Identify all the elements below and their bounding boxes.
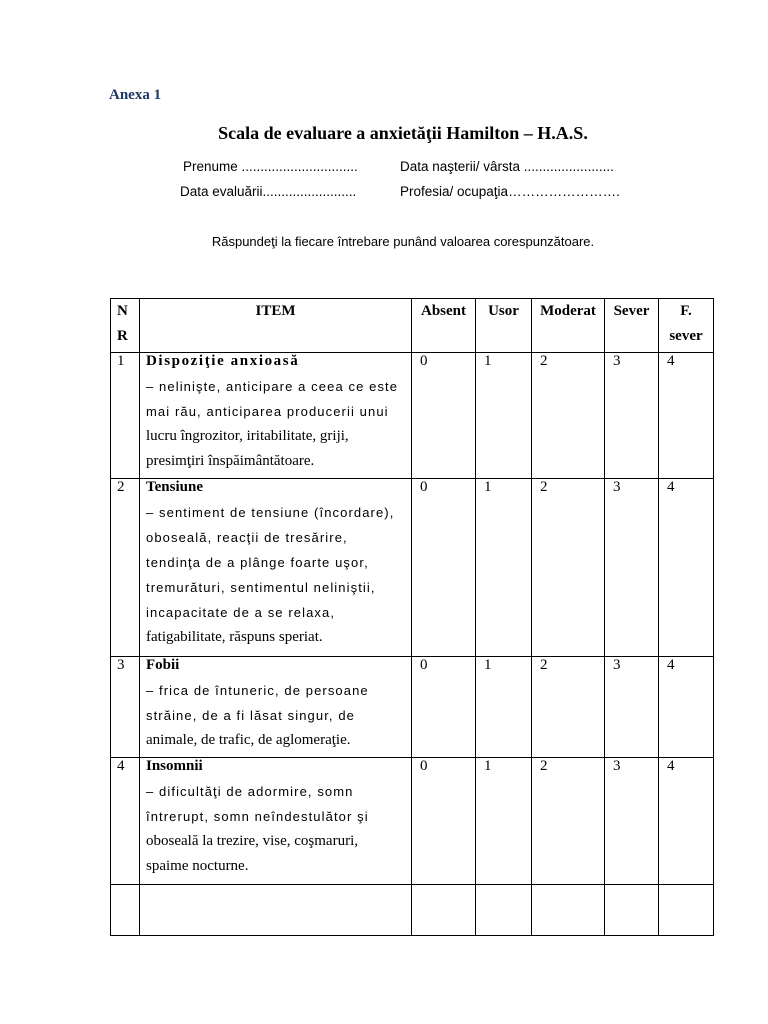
score-usor-cell (476, 353, 532, 479)
score-f-sever-cell (659, 479, 714, 657)
item-description-line: străine, de a fi lăsat singur, de (146, 708, 356, 723)
item-title: Fobii (146, 657, 180, 673)
score-value: 0 (420, 479, 428, 495)
score-value: 1 (484, 479, 492, 495)
empty-cell (111, 885, 140, 936)
item-cell (140, 353, 412, 479)
score-value: 2 (540, 479, 548, 495)
item-description-line: tremurături, sentimentul neliniştii, (146, 580, 376, 595)
item-description-line: – frica de întuneric, de persoane (146, 683, 369, 698)
row-number: 2 (117, 479, 125, 495)
score-value: 3 (613, 353, 621, 369)
header-moderat: Moderat (532, 299, 605, 353)
item-description-line: – dificultăţi de adormire, somn (146, 784, 354, 799)
row-number: 3 (117, 657, 125, 673)
score-value: 2 (540, 758, 548, 774)
score-usor-cell (476, 479, 532, 657)
table-row (111, 353, 714, 479)
score-usor-cell (476, 758, 532, 885)
score-sever-cell (605, 479, 659, 657)
score-value: 1 (484, 758, 492, 774)
score-sever-cell (605, 758, 659, 885)
header-absent: Absent (412, 299, 476, 353)
score-f-sever-cell (659, 657, 714, 758)
score-absent-cell (412, 657, 476, 758)
header-nr-line: R (117, 328, 128, 344)
empty-cell (412, 885, 476, 936)
table-header-row (111, 299, 714, 353)
profession-field: Profesia/ ocupaţia……………………. (400, 184, 620, 199)
score-value: 4 (667, 353, 675, 369)
instructions-text: Răspundeţi la fiecare întrebare punând valoarea corespunzătoare. (211, 234, 595, 249)
score-f-sever-cell (659, 353, 714, 479)
item-description-line: lucru îngrozitor, iritabilitate, griji, (146, 428, 349, 444)
score-f-sever-cell (659, 758, 714, 885)
item-cell (140, 479, 412, 657)
item-description-line: întrerupt, somn neîndestulător şi (146, 809, 369, 824)
header-f-sever-line: F. (680, 303, 692, 319)
header-f-sever (659, 299, 714, 353)
item-cell (140, 657, 412, 758)
row-number: 4 (117, 758, 125, 774)
item-title: Insomnii (146, 758, 203, 774)
table-row (111, 758, 714, 885)
empty-cell (476, 885, 532, 936)
row-number-cell (111, 353, 140, 479)
table-row (111, 657, 714, 758)
item-description-line: fatigabilitate, răspuns speriat. (146, 629, 323, 645)
item-description-line: – sentiment de tensiune (încordare), (146, 505, 395, 520)
item-description-line: presimţiri înspăimântătoare. (146, 453, 315, 469)
empty-cell (659, 885, 714, 936)
score-value: 2 (540, 353, 548, 369)
header-f-sever-line: sever (669, 328, 703, 344)
score-value: 0 (420, 657, 428, 673)
hamilton-scale-table (110, 298, 714, 936)
evaluation-date-field: Data evaluării......................... (180, 184, 357, 199)
empty-table-row (111, 885, 714, 936)
score-moderat-cell (532, 657, 605, 758)
row-number: 1 (117, 353, 125, 369)
empty-cell (532, 885, 605, 936)
item-description-line: tendinţa de a plânge foarte uşor, (146, 555, 369, 570)
header-item: ITEM (140, 299, 412, 353)
item-title: Tensiune (146, 479, 203, 495)
item-description-line: spaime nocturne. (146, 858, 249, 874)
item-description-line: animale, de trafic, de aglomeraţie. (146, 732, 351, 748)
row-number-cell (111, 479, 140, 657)
table-row (111, 479, 714, 657)
empty-cell (140, 885, 412, 936)
item-description-line: incapacitate de a se relaxa, (146, 605, 336, 620)
score-value: 1 (484, 657, 492, 673)
score-value: 0 (420, 353, 428, 369)
score-sever-cell (605, 657, 659, 758)
score-moderat-cell (532, 479, 605, 657)
score-absent-cell (412, 758, 476, 885)
item-cell (140, 758, 412, 885)
first-name-field: Prenume ............................... (183, 159, 358, 174)
item-description-line: – nelinişte, anticipare a ceea ce este (146, 379, 399, 394)
score-moderat-cell (532, 353, 605, 479)
score-value: 1 (484, 353, 492, 369)
score-value: 3 (613, 657, 621, 673)
score-value: 4 (667, 758, 675, 774)
annex-label: Anexa 1 (109, 87, 162, 103)
score-value: 3 (613, 758, 621, 774)
header-nr-line: N (117, 303, 128, 319)
row-number-cell (111, 758, 140, 885)
item-description-line: mai rău, anticiparea producerii unui (146, 404, 389, 419)
score-moderat-cell (532, 758, 605, 885)
item-description-line: oboseală la trezire, vise, coşmaruri, (146, 833, 358, 849)
item-title: Dispoziţie anxioasă (146, 353, 300, 369)
score-value: 4 (667, 479, 675, 495)
score-value: 3 (613, 479, 621, 495)
score-absent-cell (412, 353, 476, 479)
score-absent-cell (412, 479, 476, 657)
birth-date-age-field: Data naşterii/ vârsta ........................ (400, 159, 614, 174)
row-number-cell (111, 657, 140, 758)
score-usor-cell (476, 657, 532, 758)
score-value: 0 (420, 758, 428, 774)
score-value: 4 (667, 657, 675, 673)
score-sever-cell (605, 353, 659, 479)
header-sever: Sever (605, 299, 659, 353)
item-description-line: oboseală, reacţii de tresărire, (146, 530, 348, 545)
header-nr (111, 299, 140, 353)
empty-cell (605, 885, 659, 936)
header-usor: Usor (476, 299, 532, 353)
score-value: 2 (540, 657, 548, 673)
page-title: Scala de evaluare a anxietăţii Hamilton – H.A.S. (218, 123, 588, 143)
